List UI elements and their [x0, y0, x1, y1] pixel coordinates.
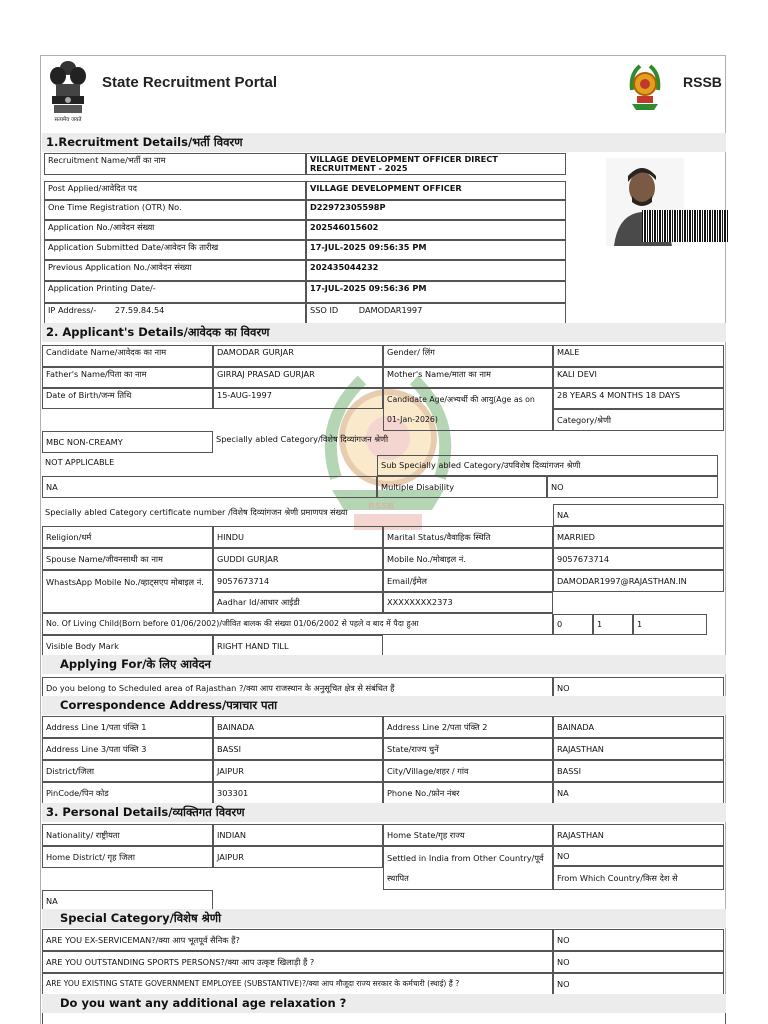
- home-district-label: Home District/ गृह जिला: [42, 846, 213, 868]
- multiple-disability-value-left: NA: [42, 476, 377, 498]
- section-age-relaxation: Do you want any additional age relaxation ?: [42, 994, 726, 1013]
- spouse-name-label: Spouse Name/जीवनसाथी का नाम: [42, 548, 213, 570]
- from-country-label: From Which Country/किस देश से: [553, 866, 724, 890]
- marital-status-label: Marital Status/वैवाहिक स्थिति: [383, 526, 553, 548]
- whatsapp-label: WhastsApp Mobile No./व्हाट्सएप मोबाइल नं.: [42, 570, 213, 613]
- section-applying-for: Applying For/के लिए आवेदन: [42, 655, 726, 674]
- marital-status-value: MARRIED: [553, 526, 724, 548]
- nationality-label: Nationality/ राष्ट्रीयता: [42, 824, 213, 846]
- section-special-category: Special Category/विशेष श्रेणी: [42, 909, 726, 928]
- section-applicant-details: 2. Applicant's Details/आवेदक का विवरण: [42, 323, 726, 342]
- age-relaxation-row: [42, 1013, 726, 1024]
- email-value: DAMODAR1997@RAJASTHAN.IN: [553, 570, 724, 592]
- state-value: RAJASTHAN: [553, 738, 724, 760]
- ip-address-label: IP Address/-: [48, 305, 97, 315]
- portal-title: State Recruitment Portal: [102, 74, 278, 91]
- specially-abled-value: NOT APPLICABLE: [45, 457, 115, 467]
- recruitment-name-label: Recruitment Name/भर्ती का नाम: [44, 153, 306, 175]
- section-personal-details: 3. Personal Details/व्यक्तिगत विवरण: [42, 803, 726, 822]
- submitted-date-label: Application Submitted Date/आवेदन कि तारीख: [44, 240, 306, 260]
- sub-specially-abled-label: Sub Specially abled Category/उपविशेष दिव्यांगजन श्रेणी: [377, 455, 718, 476]
- address-line1-value: BAINADA: [213, 716, 383, 738]
- barcode: [642, 210, 728, 242]
- mother-name-label: Mother's Name/माता का नाम: [383, 367, 553, 388]
- dob-label: Date of Birth/जन्म तिथि: [42, 388, 213, 409]
- home-district-value: JAIPUR: [213, 846, 383, 868]
- home-state-label: Home State/गृह राज्य: [383, 824, 553, 846]
- phone-label: Phone No./फ़ोन नंबर: [383, 782, 553, 804]
- father-name-label: Father's Name/पिता का नाम: [42, 367, 213, 388]
- multiple-disability-label: Multiple Disability: [377, 476, 547, 498]
- candidate-age-label: Candidate Age/अभ्यर्थी की आयु(Age as on 01-Jan-2026): [383, 388, 553, 431]
- city-label: City/Village/शहर / गांव: [383, 760, 553, 782]
- recruitment-name-value: VILLAGE DEVELOPMENT OFFICER DIRECT RECRUITMENT - 2025: [306, 153, 566, 175]
- religion-label: Religion/धर्म: [42, 526, 213, 548]
- sso-label: SSO ID: [310, 305, 339, 315]
- mobile-value: 9057673714: [553, 548, 724, 570]
- rssb-seal-icon: [628, 60, 662, 112]
- mother-name-value: KALI DEVI: [553, 367, 724, 388]
- previous-application-value: 202435044232: [306, 260, 566, 281]
- scheduled-area-label: Do you belong to Scheduled area of Rajasthan ?/क्या आप राजस्थान के अनुसूचित क्षेत्र से संबंधित हैं: [42, 677, 553, 699]
- candidate-name-value: DAMODAR GURJAR: [213, 345, 383, 367]
- aadhar-label: Aadhar Id/आधार आईडी: [213, 592, 383, 613]
- category-value: MBC NON-CREAMY: [42, 431, 213, 453]
- phone-value: NA: [553, 782, 724, 804]
- rssb-logo: [628, 60, 662, 112]
- certificate-number-label: Specially abled Category certificate number /विशेष दिव्यांगजन श्रेणी प्रमाणपत्र संख्या: [45, 507, 348, 517]
- from-country-value: NA: [42, 890, 213, 912]
- address-line2-value: BAINADA: [553, 716, 724, 738]
- body-mark-value: RIGHT HAND TILL: [213, 635, 383, 657]
- scheduled-area-value: NO: [553, 677, 724, 699]
- watermark-label: RSSB: [368, 502, 395, 512]
- dob-value: 15-AUG-1997: [213, 388, 383, 409]
- body-mark-label: Visible Body Mark: [42, 635, 213, 657]
- address-line2-label: Address Line 2/पता पंक्ति 2: [383, 716, 553, 738]
- settled-value: NO: [553, 846, 724, 866]
- address-line1-label: Address Line 1/पता पंक्ति 1: [42, 716, 213, 738]
- certificate-number-value: NA: [553, 504, 724, 526]
- sso-cell: [306, 303, 566, 325]
- pincode-label: PinCode/पिन कोड: [42, 782, 213, 804]
- living-children-label: No. Of Living Child(Born before 01/06/2002)/जीवित बालक की संख्या 01/06/2002 से पहले व बाद में पैदा हुआ: [42, 613, 553, 635]
- govt-employee-label: ARE YOU EXISTING STATE GOVERNMENT EMPLOYEE (SUBSTANTIVE)?/क्या आप मौजूदा राज्य सरकार के कर्मचारी (स्थाई) हैं ?: [42, 973, 553, 995]
- application-no-label: Application No./आवेदन संख्या: [44, 220, 306, 240]
- candidate-name-label: Candidate Name/आवेदक का नाम: [42, 345, 213, 367]
- pincode-value: 303301: [213, 782, 383, 804]
- ip-address-value: 27.59.84.54: [114, 305, 165, 315]
- sports-person-value: NO: [553, 951, 724, 973]
- district-value: JAIPUR: [213, 760, 383, 782]
- spouse-name-value: GUDDI GURJAR: [213, 548, 383, 570]
- whatsapp-value: 9057673714: [213, 570, 383, 592]
- submitted-date-value: 17-JUL-2025 09:56:35 PM: [306, 240, 566, 260]
- address-line3-label: Address Line 3/पता पंक्ति 3: [42, 738, 213, 760]
- home-state-value: RAJASTHAN: [553, 824, 724, 846]
- multiple-disability-answer: NO: [547, 476, 718, 498]
- section-recruitment-details: 1.Recruitment Details/भर्ती विवरण: [42, 133, 726, 152]
- application-no-value: 202546015602: [306, 220, 566, 240]
- nationality-value: INDIAN: [213, 824, 383, 846]
- gender-value: MALE: [553, 345, 724, 367]
- gender-label: Gender/ लिंग: [383, 345, 553, 367]
- sports-person-label: ARE YOU OUTSTANDING SPORTS PERSONS?/क्या आप उत्कृष्ट खिलाड़ी हैं ?: [42, 951, 553, 973]
- father-name-value: GIRRAJ PRASAD GURJAR: [213, 367, 383, 388]
- emblem-caption: सत्यमेव जयते: [54, 117, 82, 123]
- national-emblem: [46, 58, 90, 124]
- district-label: District/जिला: [42, 760, 213, 782]
- ip-address-cell: [44, 303, 306, 325]
- category-label: Category/श्रेणी: [553, 409, 724, 431]
- printing-date-value: 17-JUL-2025 09:56:36 PM: [306, 281, 566, 303]
- ex-serviceman-label: ARE YOU EX-SERVICEMAN?/क्या आप भूतपूर्व सैनिक हैं?: [42, 929, 553, 951]
- otr-value: D22972305598P: [306, 200, 566, 220]
- org-name: RSSB: [683, 74, 722, 90]
- religion-value: HINDU: [213, 526, 383, 548]
- printing-date-label: Application Printing Date/-: [44, 281, 306, 303]
- children-total-value: 1: [633, 614, 707, 635]
- candidate-age-value: 28 YEARS 4 MONTHS 18 DAYS: [553, 388, 724, 409]
- email-label: Email/ईमेल: [383, 570, 553, 592]
- govt-employee-value: NO: [553, 973, 724, 995]
- children-before-value: 0: [553, 614, 593, 635]
- aadhar-value: XXXXXXXX2373: [383, 592, 553, 613]
- city-value: BASSI: [553, 760, 724, 782]
- settled-label: Settled in India from Other Country/पूर्व स्थापित: [383, 846, 553, 890]
- post-applied-value: VILLAGE DEVELOPMENT OFFICER: [306, 181, 566, 200]
- children-after-value: 1: [593, 614, 633, 635]
- ex-serviceman-value: NO: [553, 929, 724, 951]
- post-applied-label: Post Applied/आवेदित पद: [44, 181, 306, 200]
- state-label: State/राज्य चुनें: [383, 738, 553, 760]
- specially-abled-label: Specially abled Category/विशेष दिव्यांगजन श्रेणी: [216, 434, 389, 444]
- section-correspondence-address: Correspondence Address/पत्राचार पता: [42, 696, 726, 715]
- previous-application-label: Previous Application No./आवेदन संख्या: [44, 260, 306, 281]
- mobile-label: Mobile No./मोबाइल नं.: [383, 548, 553, 570]
- address-line3-value: BASSI: [213, 738, 383, 760]
- otr-label: One Time Registration (OTR) No.: [44, 200, 306, 220]
- sso-value: DAMODAR1997: [358, 305, 423, 315]
